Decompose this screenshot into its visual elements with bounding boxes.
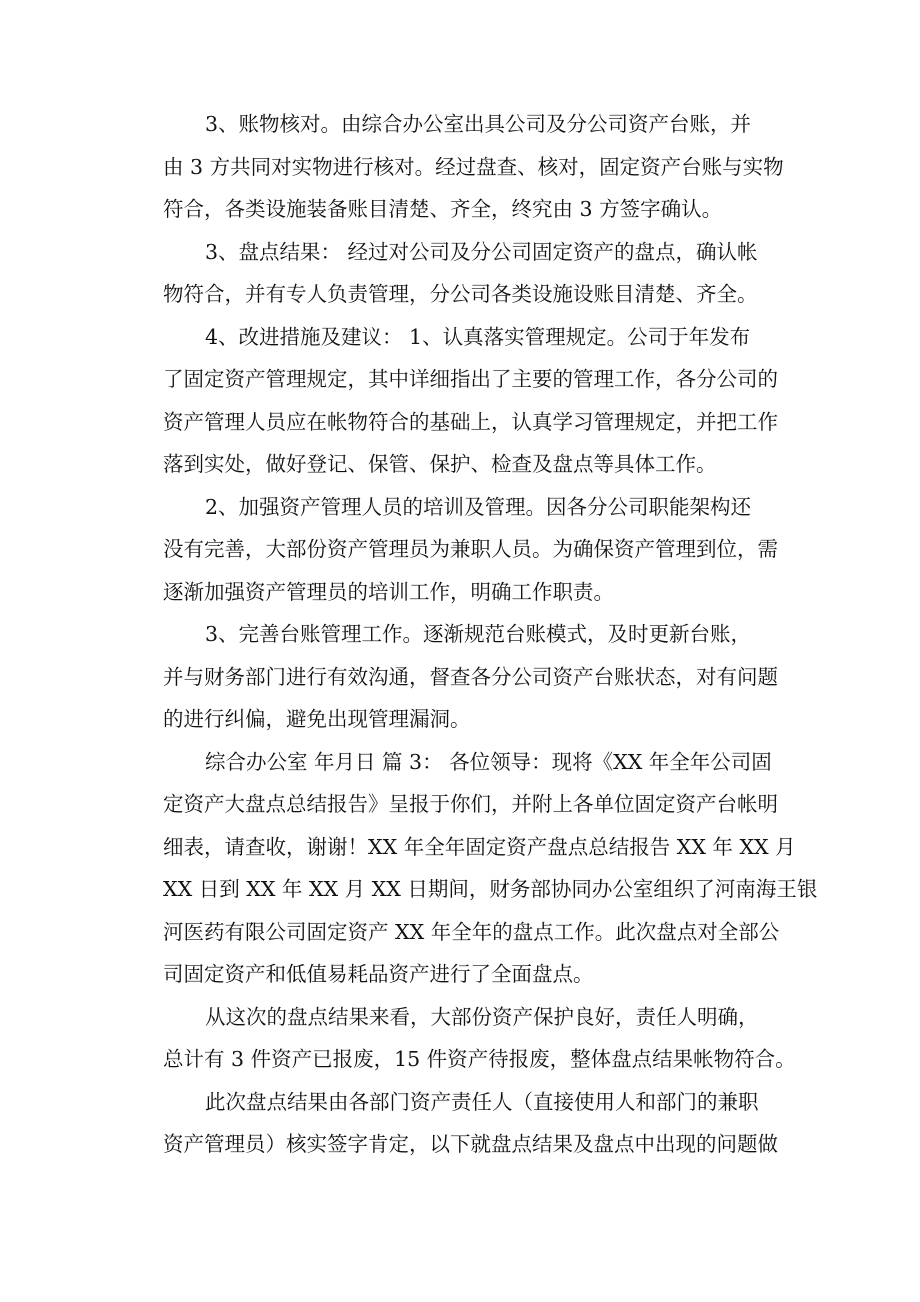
paragraph-inventory-result bbox=[163, 231, 783, 316]
document-body bbox=[163, 103, 818, 1166]
paragraph-ledger-management bbox=[163, 613, 783, 741]
text-line: 3、完善台账管理工作。逐渐规范台账模式，及时更新台账， bbox=[205, 622, 752, 646]
text-line: 司固定资产和低值易耗品资产进行了全面盘点。 bbox=[163, 962, 594, 986]
paragraph-account-check bbox=[163, 103, 783, 231]
text-line: 逐渐加强资产管理员的培训工作，明确工作职责。 bbox=[163, 579, 614, 604]
text-line: 了固定资产管理规定，其中详细指出了主要的管理工作，各分公司的 bbox=[163, 367, 778, 391]
text-line: 并与财务部门进行有效沟通，督查各分公司资产台账状态，对有问题 bbox=[163, 664, 778, 689]
text-line: 总计有 3 件资产已报废，15 件资产待报废，整体盘点结果帐物符合。 bbox=[163, 1047, 796, 1071]
paragraph-improvement-measures bbox=[163, 316, 783, 486]
text-line: 从这次的盘点结果来看，大部份资产保护良好，责任人明确， bbox=[205, 1004, 759, 1029]
text-line: 2、加强资产管理人员的培训及管理。因各分公司职能架构还 bbox=[205, 494, 752, 519]
text-line: 符合，各类设施装备账目清楚、齐全，终究由 3 方签字确认。 bbox=[163, 197, 723, 221]
text-line: 4、改进措施及建议： 1、认真落实管理规定。公司于年发布 bbox=[205, 324, 751, 349]
text-line: 资产管理员）核实签字肯定，以下就盘点结果及盘点中出现的问题做 bbox=[163, 1132, 778, 1156]
paragraph-inventory-summary bbox=[163, 996, 796, 1081]
text-line: 3、账物核对。由综合办公室出具公司及分公司资产台账，并 bbox=[205, 112, 752, 136]
paragraph-staff-training bbox=[163, 486, 783, 614]
text-line: XX 日到 XX 年 XX 月 XX 日期间，财务部协同办公室组织了河南海王银 bbox=[163, 877, 818, 901]
text-line: 河医药有限公司固定资产 XX 年全年的盘点工作。此次盘点对全部公 bbox=[163, 919, 780, 944]
text-line: 综合办公室 年月日 篇 3： 各位领导：现将《XX 年全年公司固 bbox=[205, 749, 772, 774]
paragraph-verification bbox=[163, 1081, 783, 1166]
text-line: 落到实处，做好登记、保管、保护、检查及盘点等具体工作。 bbox=[163, 452, 717, 476]
text-line: 此次盘点结果由各部门资产责任人（直接使用人和部门的兼职 bbox=[205, 1089, 759, 1114]
text-line: 的进行纠偏，避免出现管理漏洞。 bbox=[163, 707, 471, 731]
text-line: 由 3 方共同对实物进行核对。经过盘查、核对，固定资产台账与实物 bbox=[163, 154, 784, 179]
text-line: 定资产大盘点总结报告》呈报于你们，并附上各单位固定资产台帐明 bbox=[163, 792, 778, 816]
paragraph-report-intro bbox=[163, 741, 818, 996]
text-line: 细表，请查收，谢谢！XX 年全年固定资产盘点总结报告 XX 年 XX 月 bbox=[163, 834, 796, 859]
text-line: 资产管理人员应在帐物符合的基础上，认真学习管理规定，并把工作 bbox=[163, 409, 778, 434]
text-line: 3、盘点结果： 经过对公司及分公司固定资产的盘点，确认帐 bbox=[205, 239, 758, 264]
text-line: 没有完善，大部份资产管理员为兼职人员。为确保资产管理到位，需 bbox=[163, 537, 778, 561]
text-line: 物符合，并有专人负责管理，分公司各类设施设账目清楚、齐全。 bbox=[163, 282, 758, 306]
